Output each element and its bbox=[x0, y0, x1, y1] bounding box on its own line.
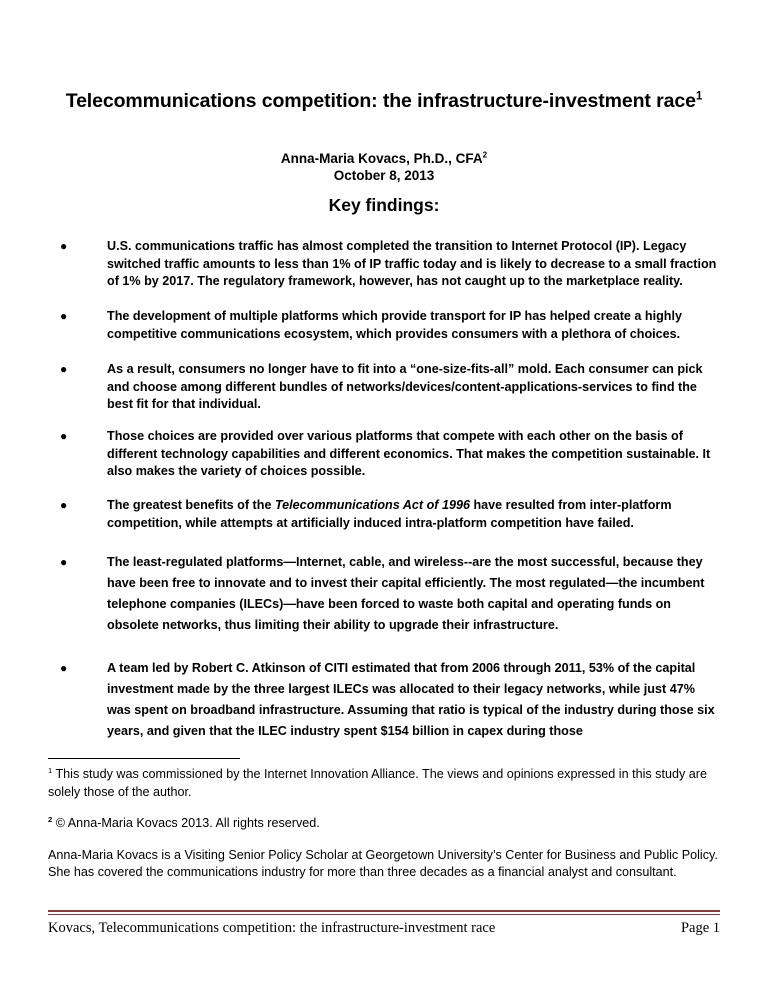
finding-item bbox=[60, 552, 720, 640]
running-title: Kovacs, Telecommunications competition: the infrastructure-investment race bbox=[48, 920, 496, 936]
finding-item bbox=[60, 361, 720, 414]
finding-text: The development of multiple platforms which provide transport for IP has helped create a highly competitive communications ecosystem, which provides consumers with a plethora of choices. bbox=[107, 309, 682, 341]
bullet-icon: ● bbox=[60, 239, 68, 253]
section-heading: Key findings: bbox=[328, 195, 440, 215]
act-title: Telecommunications Act of 1996 bbox=[274, 498, 470, 512]
finding-item bbox=[60, 308, 720, 344]
document-title bbox=[0, 90, 768, 113]
key-findings-list bbox=[60, 238, 720, 742]
finding-item bbox=[60, 497, 720, 533]
footnote-1-mark: 1 bbox=[48, 765, 53, 775]
footer-rule bbox=[48, 910, 720, 912]
finding-text: U.S. communications traffic has almost completed the transition to Internet Protocol (IP). Legacy switched traffic amounts to less than 1% of IP traffic today and is likely to decrease to a small fraction of 1% by 2017. The regulatory framework, however, has not caught up to the marketplace reality. bbox=[107, 239, 717, 289]
bullet-icon: ● bbox=[60, 498, 68, 512]
finding-text: A team led by Robert C. Atkinson of CITI estimated that from 2006 through 2011, 53% of the capital investment made by the three largest ILECs was allocated to their legacy networks, while just 47% was spent on broadband infrastructure. Assuming that ratio is typical of the industry during those six years, and given that the ILEC industry spent $154 billion in capex during those bbox=[107, 661, 715, 738]
bullet-icon: ● bbox=[60, 429, 68, 443]
finding-text-post: have resulted from inter-platform competition, while attempts at artificially induced intra-platform competition have failed. bbox=[107, 498, 672, 530]
publication-date: October 8, 2013 bbox=[333, 168, 435, 183]
footnote-2 bbox=[48, 815, 720, 833]
footnote-2-text: © Anna-Maria Kovacs 2013. All rights reserved. bbox=[52, 816, 320, 831]
footer-rule-thin bbox=[48, 914, 720, 915]
author-line bbox=[0, 150, 768, 167]
finding-item bbox=[60, 238, 720, 294]
footnotes bbox=[48, 766, 720, 882]
author-footnote-ref[interactable]: 2 bbox=[482, 150, 488, 160]
finding-text: As a result, consumers no longer have to fit into a “one-size-fits-all” mold. Each consumer can pick and choose among different bundles of networks/devices/content-applications-services to find the best fit for that individual. bbox=[107, 362, 703, 412]
author-block bbox=[0, 150, 768, 184]
bullet-icon: ● bbox=[60, 309, 68, 323]
footnote-1 bbox=[48, 766, 720, 801]
author-bio: Anna-Maria Kovacs is a Visiting Senior Policy Scholar at Georgetown University’s Center for Business and Public Policy. She has covered the communications industry for more than three decades as a financial analyst and consultant. bbox=[48, 847, 718, 880]
footnote-separator bbox=[48, 758, 240, 759]
footnote-1-text: This study was commissioned by the Internet Innovation Alliance. The views and opinions expressed in this study are solely those of the author. bbox=[48, 767, 707, 799]
finding-item bbox=[60, 658, 720, 742]
title-text: Telecommunications competition: the infrastructure-investment race bbox=[65, 90, 696, 112]
author-name: Anna-Maria Kovacs, Ph.D., CFA bbox=[280, 151, 483, 166]
bullet-icon: ● bbox=[60, 362, 68, 376]
finding-item bbox=[60, 428, 720, 481]
bullet-icon: ● bbox=[60, 555, 68, 569]
finding-text-pre: The greatest benefits of the bbox=[107, 498, 275, 512]
finding-text: The least-regulated platforms—Internet, cable, and wireless--are the most successful, because they have been free to innovate and to invest their capital efficiently. The most regulated—the incumbent telephone companies (ILECs)—have been forced to waste both capital and operating funds on obsolete networks, thus limiting their ability to upgrade their infrastructure. bbox=[107, 555, 705, 632]
finding-text: Those choices are provided over various platforms that compete with each other on the basis of different technology capabilities and different economics. That makes the competition sustainable. It also makes the variety of choices possible. bbox=[107, 429, 711, 479]
footnote-2-mark: 2 bbox=[48, 815, 53, 824]
page-number: Page 1 bbox=[680, 920, 720, 936]
title-footnote-ref[interactable]: 1 bbox=[695, 89, 703, 103]
bullet-icon: ● bbox=[60, 661, 68, 675]
